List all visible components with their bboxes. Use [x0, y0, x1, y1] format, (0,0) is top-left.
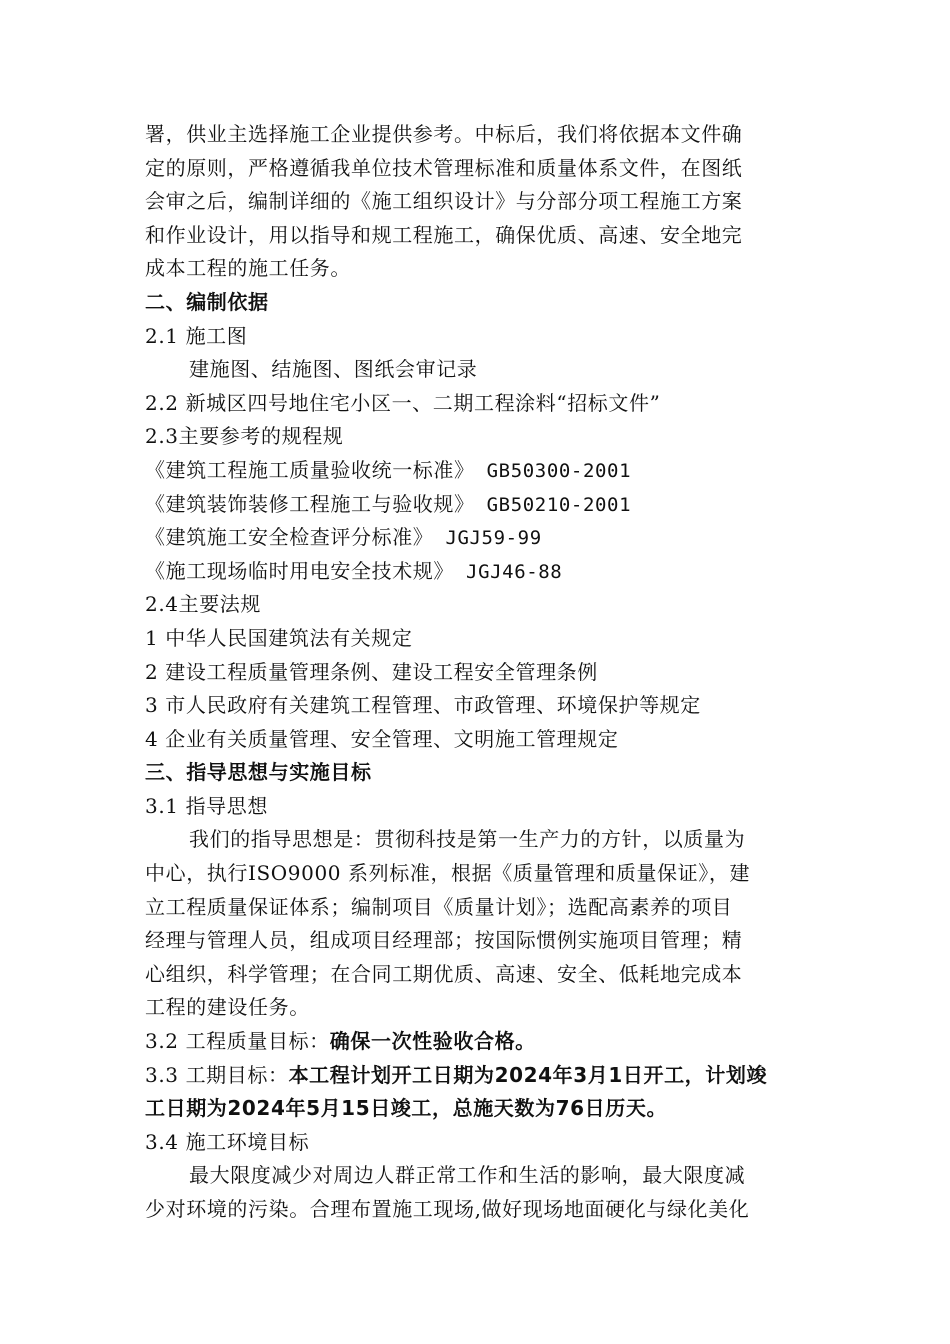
guiding-text-line: 工程的建设任务。: [145, 995, 310, 1020]
regulation-item: 1 中华人民国建筑法有关规定: [145, 625, 413, 650]
subsection-2-3-title: 2.3主要参考的规程规: [145, 424, 344, 449]
subsection-2-1-title: 2.1 施工图: [145, 323, 248, 348]
quality-goal-label: 3.2 工程质量目标：: [145, 1029, 330, 1054]
intro-line: 定的原则，严格遵循我单位技术管理标准和质量体系文件，在图纸: [145, 155, 743, 180]
schedule-goal-continued: 工日期为2024年5月15日竣工，总施天数为76日历天。: [145, 1096, 668, 1121]
standard-name: 《建筑施工安全检查评分标准》: [145, 525, 434, 550]
intro-line: 会审之后，编制详细的《施工组织设计》与分部分项工程施工方案: [145, 189, 743, 214]
subsection-2-1-text: 建施图、结施图、图纸会审记录: [189, 357, 478, 382]
guiding-text-line: 立工程质量保证体系；编制项目《质量计划》；选配高素养的项目: [145, 894, 733, 919]
schedule-goal: [145, 1059, 805, 1093]
guiding-text-line: 心组织，科学管理；在合同工期优质、高速、安全、低耗地完成本: [145, 961, 743, 986]
standard-code: GB50300-2001: [474, 459, 632, 482]
document-body: [145, 118, 805, 1227]
subsection-3-1-title: 3.1 指导思想: [145, 793, 268, 818]
schedule-goal-value: 本工程计划开工日期为2024年3月1日开工，计划竣: [288, 1062, 768, 1087]
intro-line: 署，供业主选择施工企业提供参考。中标后，我们将依据本文件确: [145, 122, 743, 146]
standard-name: 《建筑工程施工质量验收统一标准》: [145, 457, 475, 482]
quality-goal: [145, 1025, 805, 1059]
environment-text-line: 最大限度减少对周边人群正常工作和生活的影响，最大限度减: [189, 1163, 746, 1188]
standard-item: [145, 488, 805, 522]
subsection-2-4-title: 2.4主要法规: [145, 592, 262, 617]
standard-name: 《施工现场临时用电安全技术规》: [145, 558, 454, 583]
standard-code: JGJ59-99: [433, 527, 542, 550]
section-2-heading: 二、编制依据: [145, 289, 269, 314]
standard-item: [145, 454, 805, 488]
standard-code: JGJ46-88: [454, 560, 563, 583]
standard-item: [145, 521, 805, 555]
quality-goal-value: 确保一次性验收合格。: [329, 1029, 536, 1054]
subsection-3-4-title: 3.4 施工环境目标: [145, 1129, 310, 1154]
regulation-item: 2 建设工程质量管理条例、建设工程安全管理条例: [145, 659, 598, 684]
environment-text-line: 少对环境的污染。合理布置施工现场,做好现场地面硬化与绿化美化: [145, 1197, 750, 1221]
standard-name: 《建筑装饰装修工程施工与验收规》: [145, 491, 475, 516]
guiding-text-line: 中心，执行ISO9000 系列标准，根据《质量管理和质量保证》，建: [145, 861, 751, 886]
guiding-text-line: 我们的指导思想是：贯彻科技是第一生产力的方针，以质量为: [189, 827, 746, 852]
standard-item: [145, 555, 805, 589]
guiding-text-line: 经理与管理人员，组成项目经理部；按国际惯例实施项目管理；精: [145, 928, 743, 953]
intro-line: 和作业设计，用以指导和规工程施工，确保优质、高速、安全地完: [145, 222, 743, 247]
schedule-goal-label: 3.3 工期目标：: [145, 1062, 289, 1087]
standard-code: GB50210-2001: [474, 493, 632, 516]
intro-line: 成本工程的施工任务。: [145, 256, 351, 281]
regulation-item: 4 企业有关质量管理、安全管理、文明施工管理规定: [145, 726, 619, 751]
regulation-item: 3 市人民政府有关建筑工程管理、市政管理、环境保护等规定: [145, 693, 701, 718]
subsection-2-2-title: 2.2 新城区四号地住宅小区一、二期工程涂料“招标文件”: [145, 390, 661, 415]
section-3-heading: 三、指导思想与实施目标: [145, 760, 372, 785]
